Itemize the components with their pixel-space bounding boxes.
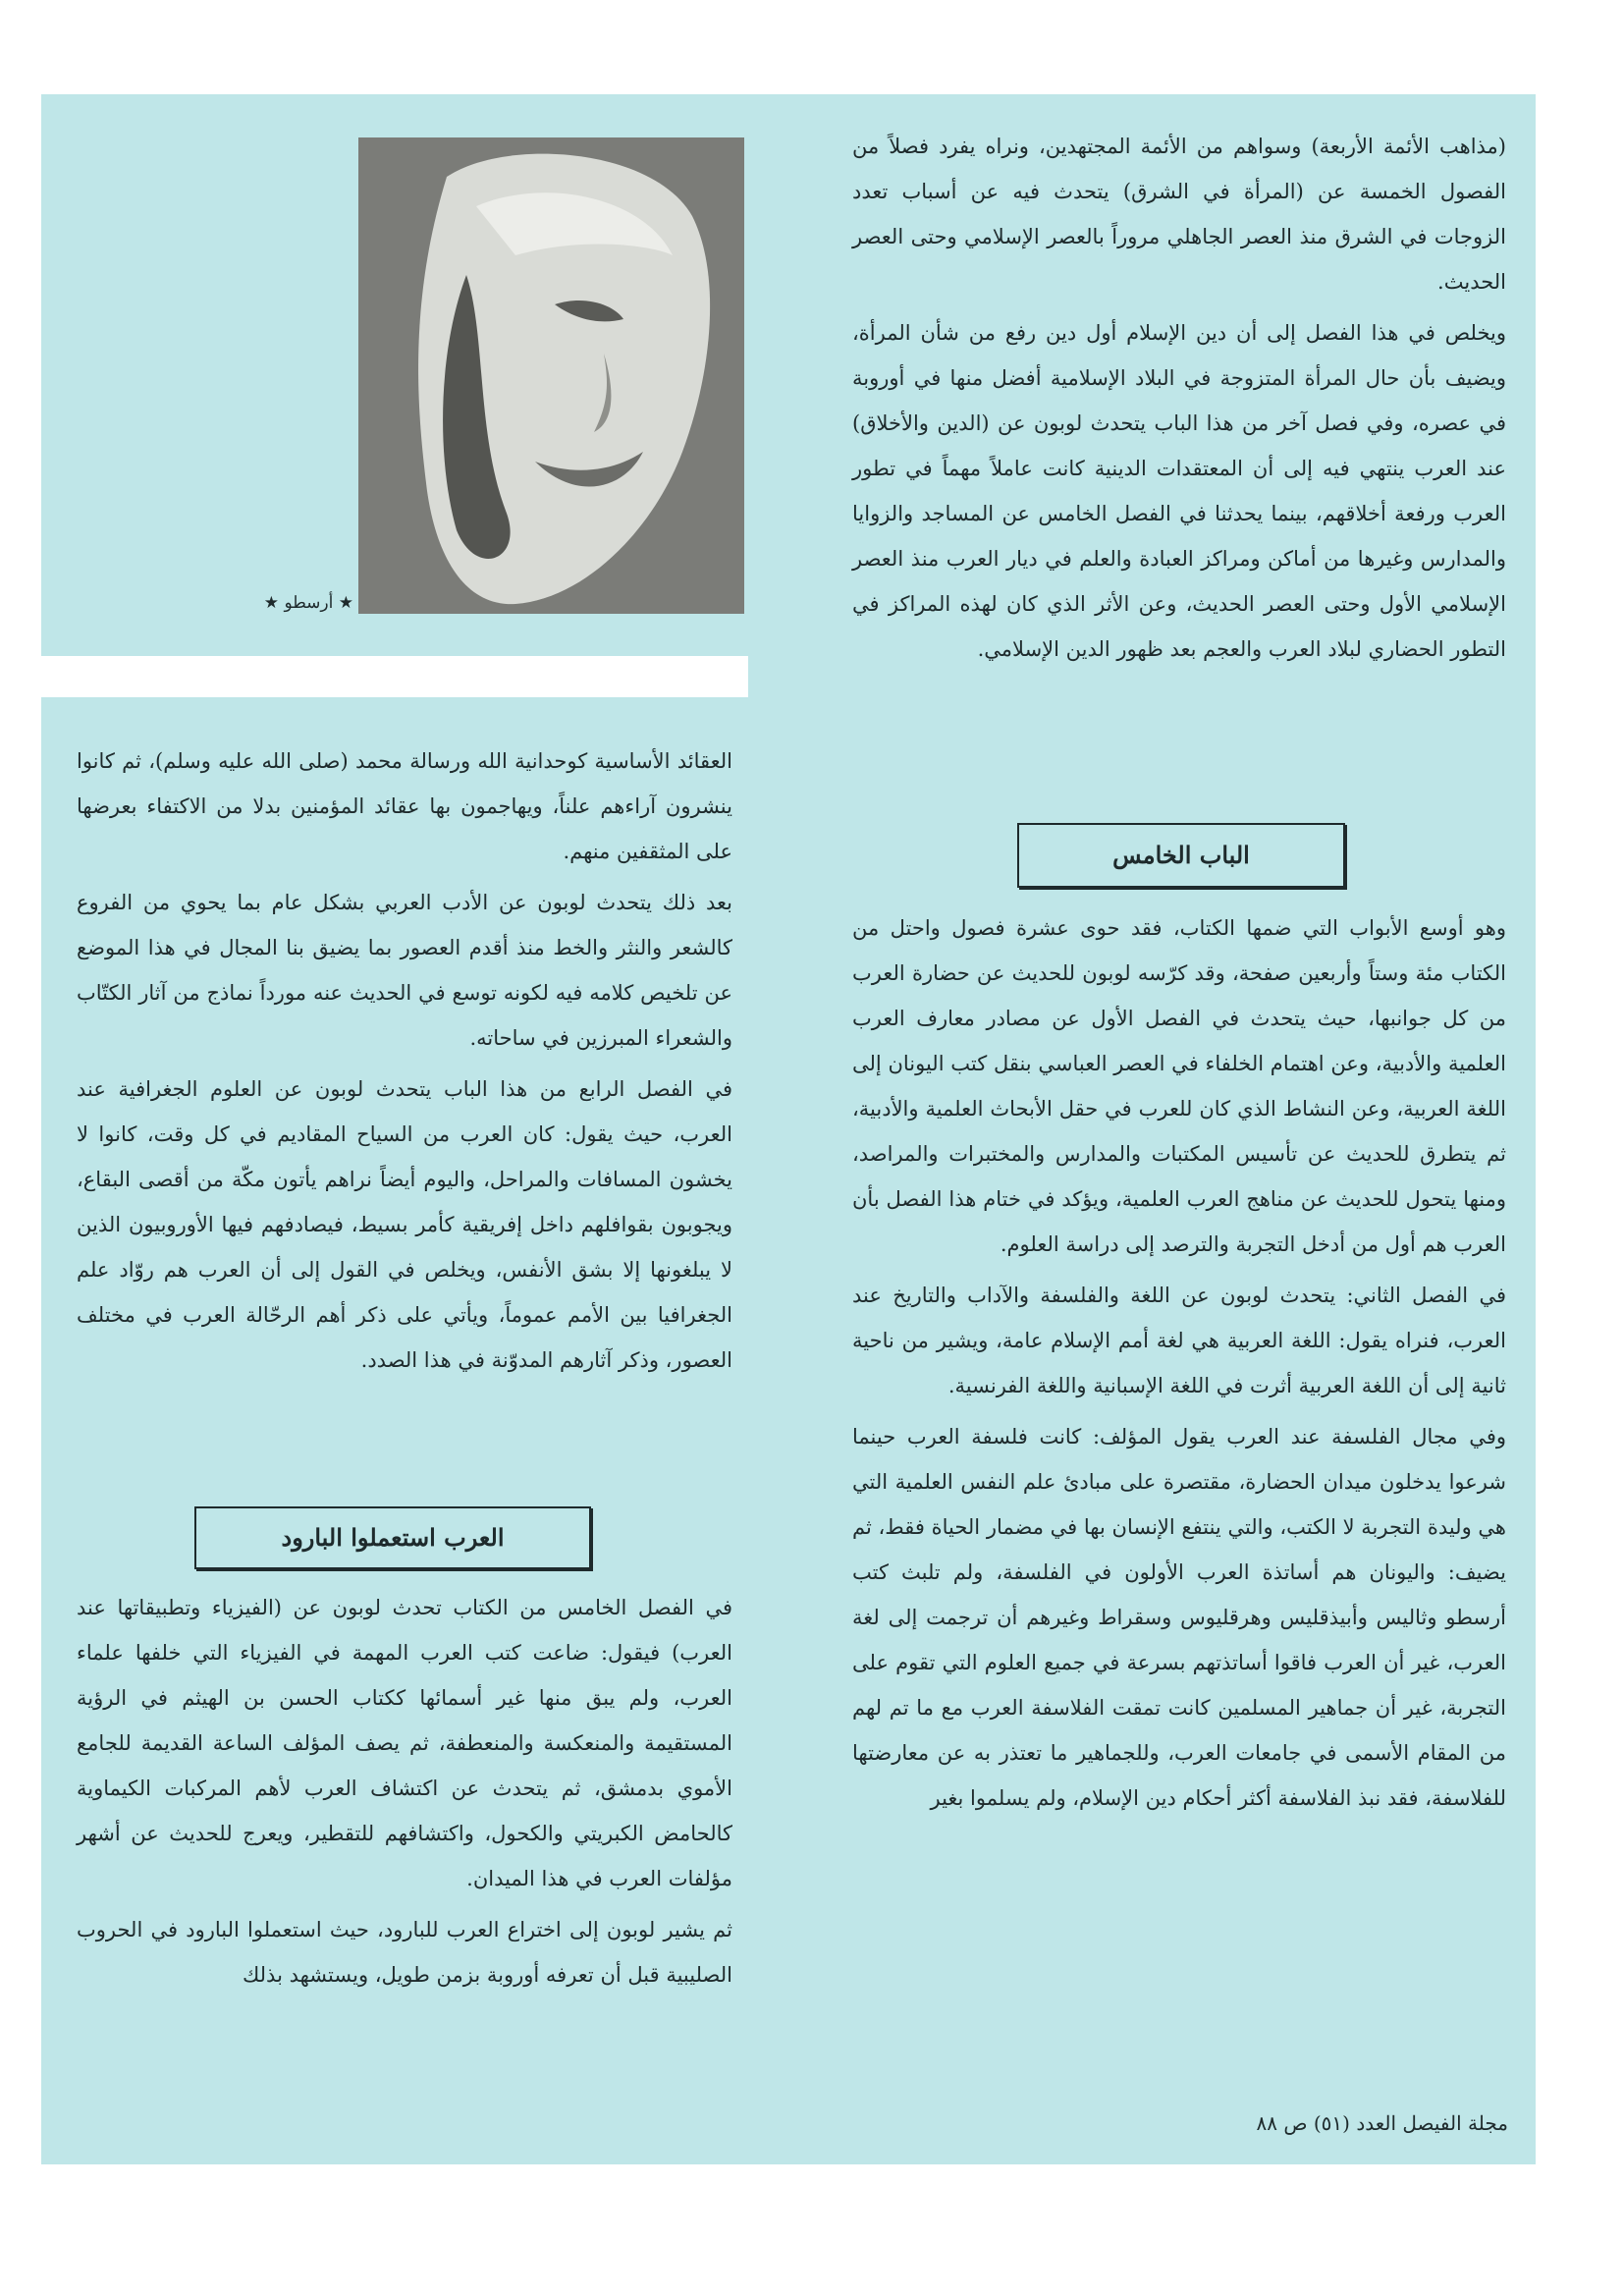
paragraph: العقائد الأساسية كوحدانية الله ورسالة محمد (صلى الله عليه وسلم)، ثم كانوا ينشرون آراءهم علناً، ويهاجمون بها عقائد المؤمنين بدلا من الاكتفاء بعرضها على المثقفين منهم. xyxy=(77,749,732,863)
photo-caption: ★ أرسطو ★ xyxy=(263,593,353,613)
section-heading-chapter-five: الباب الخامس xyxy=(1017,823,1345,888)
paragraph: ويخلص في هذا الفصل إلى أن دين الإسلام أول دين رفع من شأن المرأة، ويضيف بأن حال المرأة المتزوجة في البلاد الإسلامية أفضل منها في أوروبة في عصره، وفي فصل آخر من هذا الباب يتحدث لوبون عن (الدين والأخلاق) عند العرب ينتهي فيه إلى أن المعتقدات الدينية كانت عاملاً مهماً في تطور العرب ورفعة أخلاقهم، بينما يحدثنا في الفصل الخامس عن المساجد والزوايا والمدارس وغيرها من أماكن ومراكز العبادة والعلم في ديار العرب منذ العصر الإسلامي الأول وحتى العصر الحديث، وعن الأثر الذي كان لهذه المراكز في التطور الحضاري لبلاد العرب والعجم بعد ظهور الدين الإسلامي. xyxy=(852,321,1506,661)
left-column-bottom xyxy=(77,1585,732,2003)
right-column-top xyxy=(852,124,1506,678)
paragraph: وهو أوسع الأبواب التي ضمها الكتاب، فقد حوى عشرة فصول واحتل من الكتاب مئة وستاً وأربعين صفحة، وقد كرّسه لوبون للحديث عن حضارة العرب من كل جوانبها، حيث يتحدث في الفصل الأول عن مصادر معارف العرب العلمية والأدبية، وعن اهتمام الخلفاء في العصر العباسي بنقل كتب اليونان إلى اللغة العربية، وعن النشاط الذي كان للعرب في حقل الأبحاث العلمية والأدبية، ثم يتطرق للحديث عن تأسيس المكتبات والمدارس والمختبرات والمراصد، ومنها يتحول للحديث عن مناهج العرب العلمية، ويؤكد في ختام هذا الفصل بأن العرب هم أول من أدخل التجربة والترصد إلى دراسة العلوم. xyxy=(852,916,1506,1256)
paragraph: وفي مجال الفلسفة عند العرب يقول المؤلف: كانت فلسفة العرب حينما شرعوا يدخلون ميدان الحضارة، مقتصرة على مبادئ علم النفس العلمية التي هي وليدة التجربة لا الكتب، والتي ينتفع الإنسان بها في مضمار الحياة فقط، ثم يضيف: واليونان هم أساتذة العرب الأولون في الفلسفة، ولم تلبث كتب أرسطو وثاليس وأبيذقليس وهرقليوس وسقراط وغيرهم أن ترجمت إلى لغة العرب، غير أن العرب فاقوا أساتذتهم بسرعة في جميع العلوم التي تقوم على التجربة، غير أن جماهير المسلمين كانت تمقت الفلاسفة العرب مع ما تم لهم من المقام الأسمى في جامعات العرب، وللجماهير ما تعتذر به عن معارضتها للفلاسفة، فقد نبذ الفلاسفة أكثر أحكام دين الإسلام، ولم يسلموا بغير xyxy=(852,1425,1506,1810)
bust-image xyxy=(358,137,744,614)
paragraph: في الفصل الثاني: يتحدث لوبون عن اللغة والفلسفة والآداب والتاريخ عند العرب، فنراه يقول: اللغة العربية هي لغة أمم الإسلام عامة، ويشير من ناحية ثانية إلى أن اللغة العربية أثرت في اللغة الإسبانية واللغة الفرنسية. xyxy=(852,1284,1506,1397)
paragraph: في الفصل الخامس من الكتاب تحدث لوبون عن (الفيزياء وتطبيقاتها عند العرب) فيقول: ضاعت كتب العرب المهمة في الفيزياء التي خلفها علماء العرب، ولم يبق منها غير أسمائها ككتاب الحسن بن الهيثم في الرؤية المستقيمة والمنعكسة والمنعطفة، ثم يصف المؤلف الساعة القديمة للجامع الأموي بدمشق، ثم يتحدث عن اكتشاف العرب لأهم المركبات الكيماوية كالحامض الكبريتي والكحول، واكتشافهم للتقطير، ويعرج للحديث عن أشهر مؤلفات العرب في هذا الميدان. xyxy=(77,1596,732,1890)
aristotle-bust-photo xyxy=(358,137,744,614)
page-footer: مجلة الفيصل العدد (٥١) ص ٨٨ xyxy=(1256,2111,1508,2135)
right-column-bottom xyxy=(852,905,1506,1827)
paragraph: ثم يشير لوبون إلى اختراع العرب للبارود، حيث استعملوا البارود في الحروب الصليبية قبل أن تعرفه أوروبة بزمن طويل، ويستشهد بذلك xyxy=(77,1918,732,1987)
paragraph: في الفصل الرابع من هذا الباب يتحدث لوبون عن العلوم الجغرافية عند العرب، حيث يقول: كان العرب من السياح المقاديم في كل وقت، كانوا لا يخشون المسافات والمراحل، واليوم أيضاً نراهم يأتون مكّة من أقصى البقاع، ويجوبون بقوافلهم داخل إفريقية كأمر بسيط، فيصادفهم فيها الأوروبيون الذين لا يبلغونها إلا بشق الأنفس، ويخلص في القول إلى أن العرب هم روّاد علم الجغرافيا بين الأمم عموماً، ويأتي على ذكر أهم الرحّالة العرب في مختلف العصور، وذكر آثارهم المدوّنة في هذا الصدد. xyxy=(77,1077,732,1372)
paragraph: (مذاهب الأئمة الأربعة) وسواهم من الأئمة المجتهدين، ونراه يفرد فصلاً من الفصول الخمسة عن (المرأة في الشرق) يتحدث فيه عن أسباب تعدد الزوجات في الشرق منذ العصر الجاهلي مروراً بالعصر الإسلامي وحتى العصر الحديث. xyxy=(852,135,1506,294)
paragraph: بعد ذلك يتحدث لوبون عن الأدب العربي بشكل عام بما يحوي من الفروع كالشعر والنثر والخط منذ أقدم العصور بما يضيق بنا المجال في هذا الموضع عن تلخيص كلامه فيه لكونه توسع في الحديث عنه مورداً نماذج من آثار الكتّاب والشعراء المبرزين في ساحاته. xyxy=(77,891,732,1050)
section-heading-gunpowder: العرب استعملوا البارود xyxy=(194,1506,591,1569)
divider-strip xyxy=(41,656,748,697)
left-column-top xyxy=(77,738,732,1389)
